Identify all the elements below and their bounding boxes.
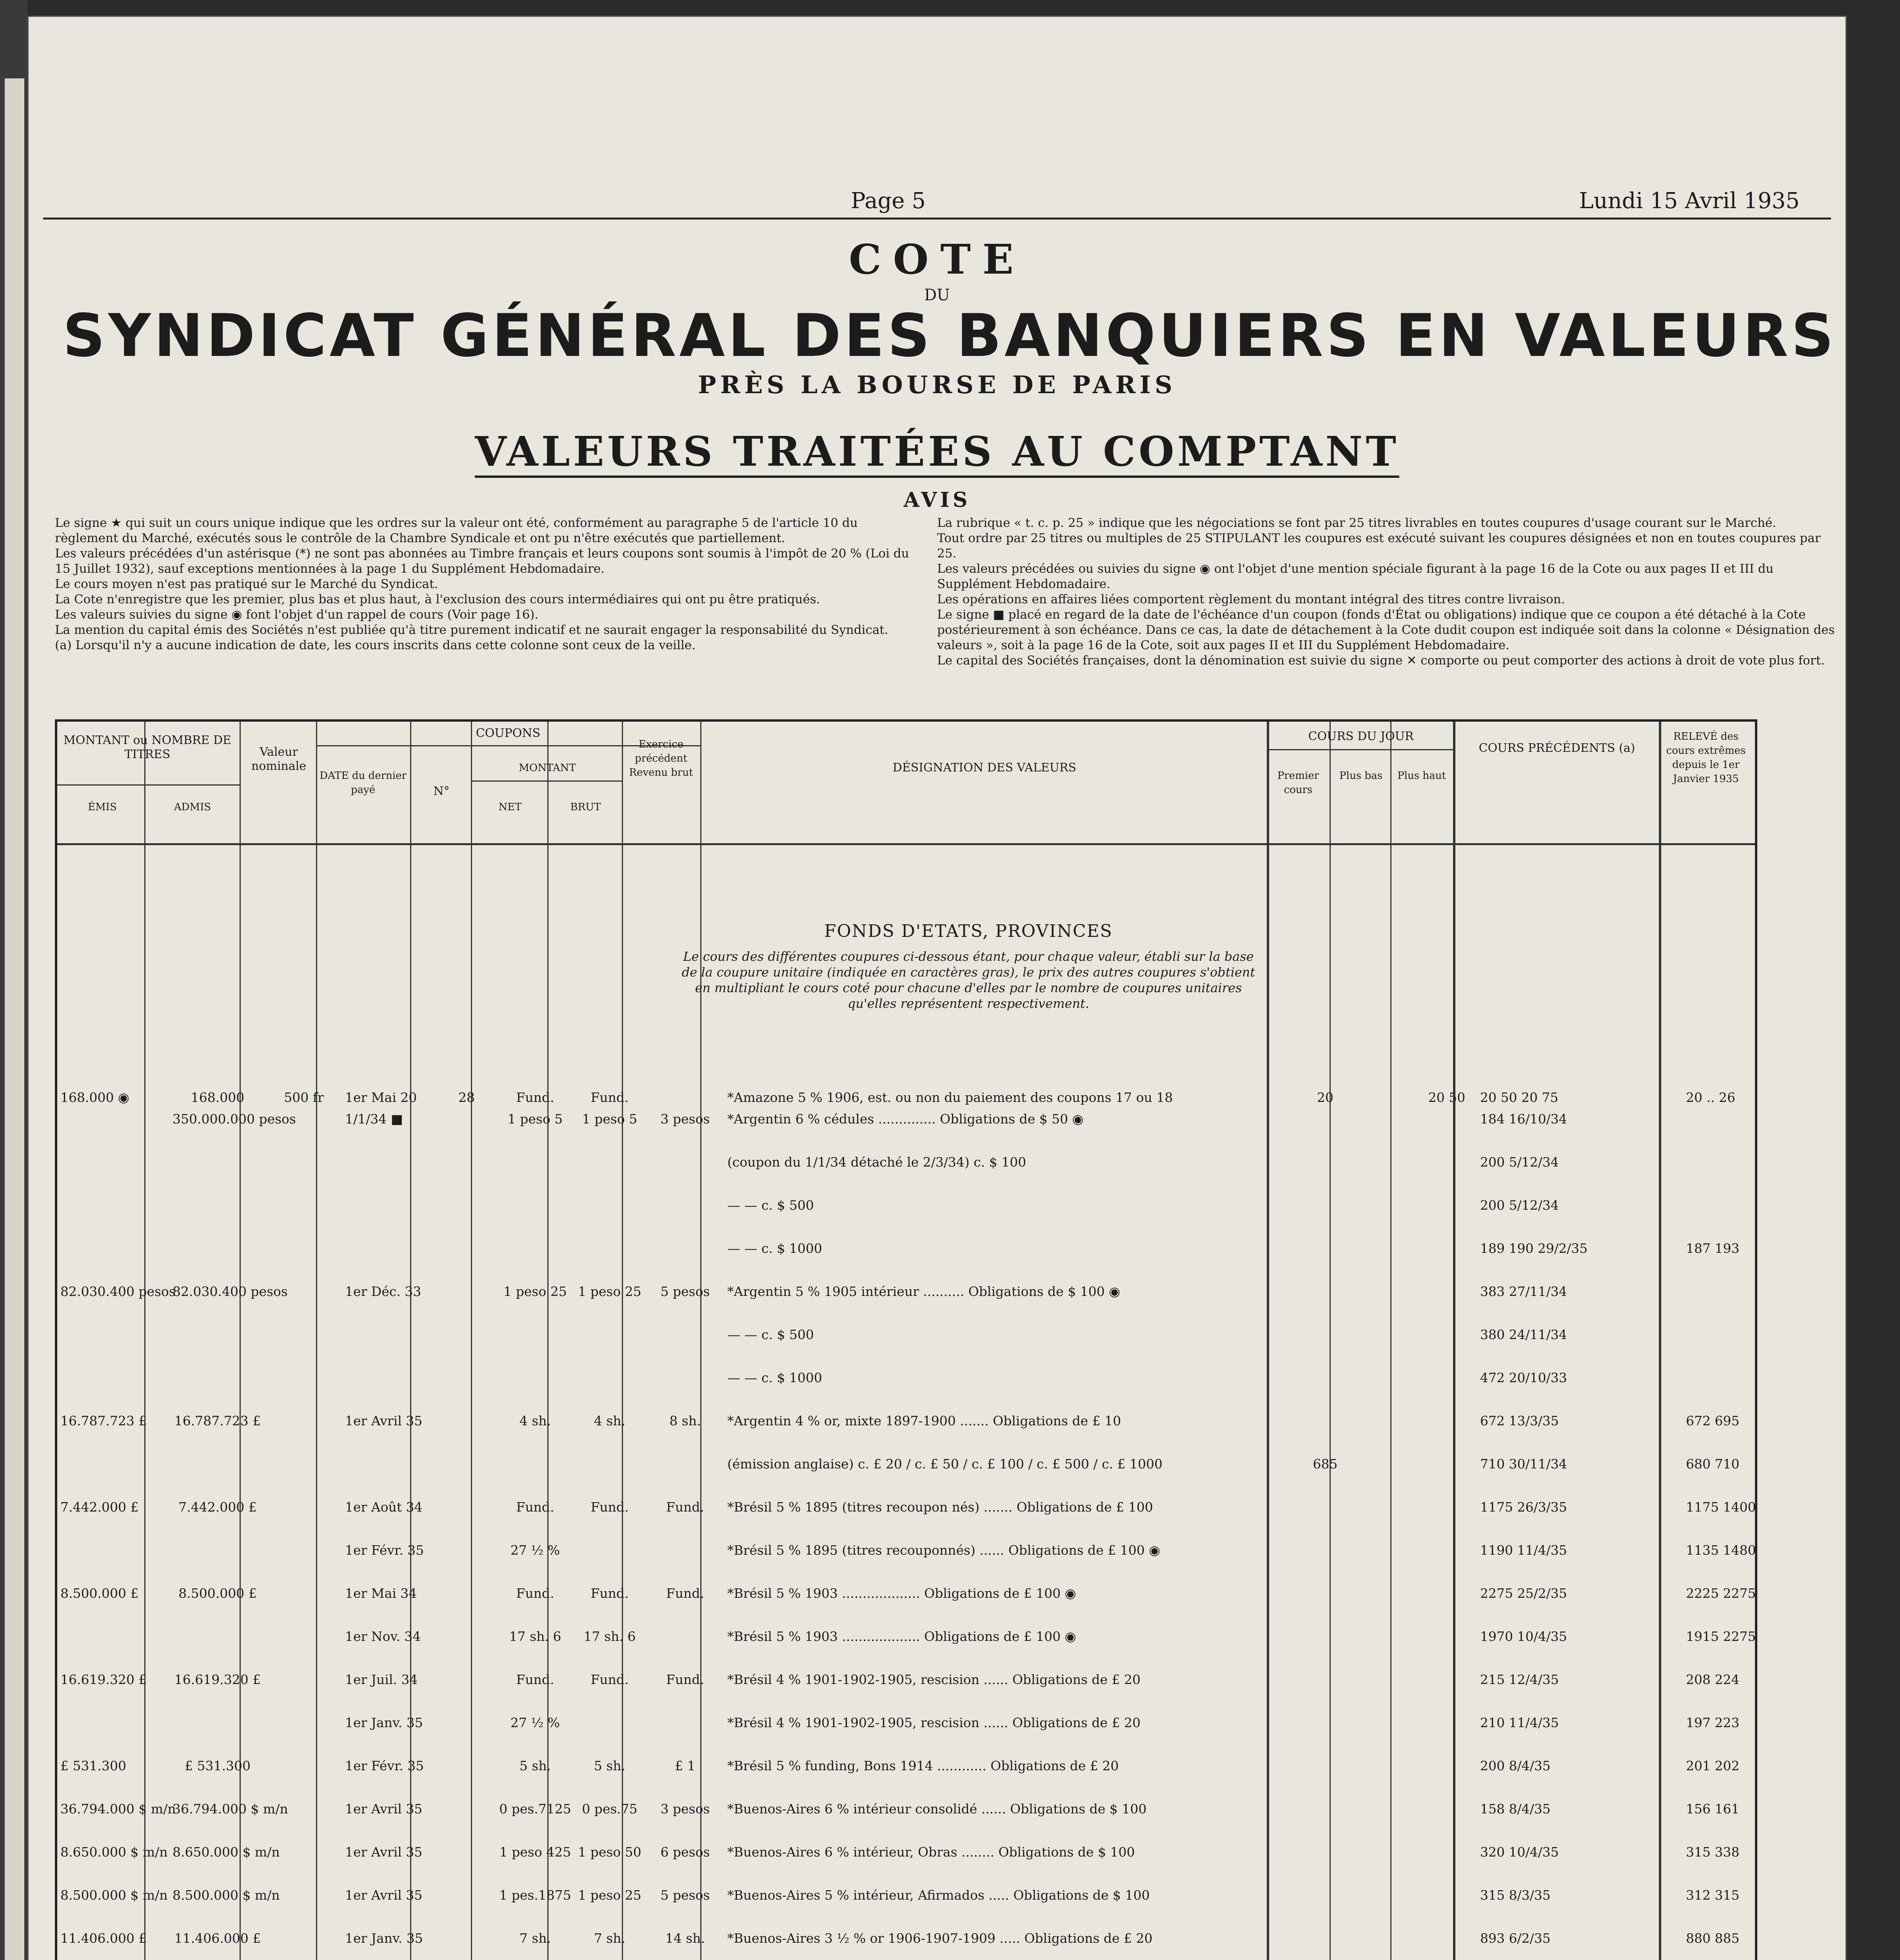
note: Les valeurs précédées ou suivies du signe ◉ ont l'objet d'une mention spéciale figurant à la page 16 de la Cote ou aux pages II et III du Supplément Hebdomadaire.: [937, 562, 1774, 591]
cell-desig: *Brésil 5 % 1895 (titres recouponnés) ...... Obligations de £ 100 ◉: [727, 1543, 1161, 1558]
col-exercice: Exercice précédent Revenu brut: [629, 739, 693, 779]
cell-desig: *Buenos-Aires 3 ½ % or 1906-1907-1909 ..... Obligations de £ 20: [727, 1931, 1153, 1946]
masthead-cote: COTE: [848, 235, 1026, 283]
cell-net: 27 ½ %: [510, 1543, 560, 1558]
cell-date: 1er Déc. 33: [345, 1284, 421, 1299]
cell-date: 1er Juil. 34: [345, 1672, 418, 1687]
cell-admis: £ 531.300: [185, 1758, 251, 1773]
cell-rev: 6 pesos: [660, 1844, 710, 1860]
cell-desig: (coupon du 1/1/34 détaché le 2/3/34) c. $ 100: [727, 1154, 1026, 1170]
cell-net: Fund.: [516, 1672, 554, 1687]
table-row: [55, 1154, 1753, 1198]
cell-desig: *Argentin 6 % cédules .............. Obligations de $ 50 ◉: [727, 1111, 1084, 1127]
cell-net: 17 sh. 6: [509, 1629, 561, 1644]
cell-admis: 36.794.000 $ m/n: [173, 1801, 288, 1817]
table-row: [55, 1111, 1753, 1154]
table-row: [55, 1672, 1753, 1715]
col-valeur: Valeur nominale: [251, 745, 306, 773]
cell-emis: 36.794.000 $ m/n: [60, 1801, 176, 1817]
table-row: [55, 1931, 1753, 1960]
cell-prec: 672 13/3/35: [1480, 1413, 1559, 1428]
cell-date: 1/1/34 ■: [345, 1111, 403, 1127]
table-row: [55, 1844, 1753, 1887]
cell-emis: 8.650.000 $ m/n: [60, 1844, 168, 1860]
cell-brut: Fund.: [590, 1499, 629, 1515]
cell-prec: 200 8/4/35: [1480, 1758, 1551, 1773]
cell-emis: 11.406.000 £: [60, 1931, 147, 1946]
cell-desig: *Argentin 4 % or, mixte 1897-1900 ....... Obligations de £ 10: [727, 1413, 1121, 1428]
cell-brut: 1 peso 5: [582, 1111, 638, 1127]
table-row: [55, 1090, 1753, 1111]
table-row: [55, 1715, 1753, 1758]
avis-heading: AVIS: [903, 488, 971, 512]
cell-haut: 20 50: [1428, 1090, 1466, 1105]
fonds-etats-title: FONDS D'ETATS, PROVINCES: [824, 921, 1113, 941]
cell-emis: 82.030.400 pesos: [60, 1284, 176, 1299]
col-coupons: COUPONS: [476, 726, 541, 740]
cell-admis: 7.442.000 £: [178, 1499, 257, 1515]
cell-releve: 187 193: [1686, 1241, 1740, 1256]
cell-date: 1er Févr. 35: [345, 1543, 424, 1558]
note: Les valeurs suivies du signe ◉ font l'objet d'un rappel de cours (Voir page 16).: [55, 608, 539, 622]
cell-brut: Fund.: [590, 1090, 629, 1105]
cell-admis: 350.000.000 pesos: [173, 1111, 296, 1127]
cell-prec: 210 11/4/35: [1480, 1715, 1559, 1730]
masthead-title: SYNDICAT GÉNÉRAL DES BANQUIERS EN VALEURS: [63, 302, 1837, 370]
note: La Cote n'enregistre que les premier, plus bas et plus haut, à l'exclusion des cours intermédiaires qui ont pu être pratiqués.: [55, 592, 820, 606]
col-premier: Premier cours: [1277, 770, 1319, 796]
cell-brut: Fund.: [590, 1672, 629, 1687]
cell-releve: 1915 2275: [1686, 1629, 1756, 1644]
cell-prec: 20 50 20 75: [1480, 1090, 1559, 1105]
cell-emis: 16.619.320 £: [60, 1672, 147, 1687]
cell-desig: *Buenos-Aires 5 % intérieur, Afirmados ..... Obligations de $ 100: [727, 1887, 1150, 1903]
cell-emis: 8.500.000 $ m/n: [60, 1887, 168, 1903]
note: La rubrique « t. c. p. 25 » indique que les négociations se font par 25 titres livrables en toutes coupures d'usage courant sur le Marché.: [937, 516, 1776, 530]
table-row: [55, 1629, 1756, 1672]
note: La mention du capital émis des Sociétés n'est publiée qu'à titre purement indicatif et ne saurait engager la responsabilité du Syndicat.: [55, 623, 888, 637]
note: (a) Lorsqu'il n'y a aucune indication de date, les cours inscrits dans cette colonne sont ceux de la veille.: [55, 638, 696, 652]
note: Les opérations en affaires liées comportent règlement du montant intégral des titres contre livraison.: [937, 592, 1565, 606]
cell-prec: 380 24/11/34: [1480, 1327, 1567, 1342]
cell-releve: 672 695: [1686, 1413, 1740, 1428]
cell-nom: 500 fr: [284, 1090, 324, 1105]
cell-desig: *Brésil 4 % 1901-1902-1905, rescision ...... Obligations de £ 20: [727, 1672, 1141, 1687]
table-row: [55, 1370, 1753, 1413]
cell-prec: 200 5/12/34: [1480, 1198, 1559, 1213]
cell-releve: 1135 1480: [1686, 1543, 1756, 1558]
col-precedents: COURS PRÉCÉDENTS (a): [1479, 741, 1635, 755]
cell-admis: 16.787.723 £: [174, 1413, 261, 1428]
notes-left: [55, 515, 910, 653]
table-row: [55, 1586, 1756, 1629]
cell-prec: 215 12/4/35: [1480, 1672, 1559, 1687]
cell-desig: *Argentin 5 % 1905 intérieur .......... Obligations de $ 100 ◉: [727, 1284, 1121, 1299]
cell-net: 7 sh.: [519, 1931, 551, 1946]
cell-net: Fund.: [516, 1090, 554, 1105]
cell-desig: *Amazone 5 % 1906, est. ou non du paiement des coupons 17 ou 18: [727, 1090, 1173, 1105]
cell-prec: 184 16/10/34: [1480, 1111, 1567, 1127]
cell-net: Fund.: [516, 1499, 554, 1515]
col-cours-jour: COURS DU JOUR: [1308, 730, 1414, 743]
cell-prec: 1970 10/4/35: [1480, 1629, 1567, 1644]
cell-desig: — — c. $ 500: [727, 1327, 814, 1342]
cell-prec: 315 8/3/35: [1480, 1887, 1551, 1903]
cell-releve: 315 338: [1686, 1844, 1740, 1860]
cell-admis: 8.650.000 $ m/n: [173, 1844, 280, 1860]
cell-desig: (émission anglaise) c. £ 20 / c. £ 50 / c. £ 100 / c. £ 500 / c. £ 1000: [727, 1456, 1163, 1472]
cell-desig: *Brésil 5 % 1903 ................... Obligations de £ 100 ◉: [727, 1586, 1076, 1601]
cell-rev: 5 pesos: [660, 1887, 710, 1903]
cell-rev: £ 1: [675, 1758, 696, 1773]
cell-date: 1er Nov. 34: [345, 1629, 421, 1644]
cell-releve: 156 161: [1686, 1801, 1740, 1817]
cell-date: 1er Mai 20: [345, 1090, 417, 1105]
page-number: Page 5: [851, 188, 926, 214]
cell-rev: 3 pesos: [660, 1111, 710, 1127]
cell-desig: *Brésil 5 % 1895 (titres recoupon nés) ....... Obligations de £ 100: [727, 1499, 1153, 1515]
cell-prec: 158 8/4/35: [1480, 1801, 1551, 1817]
cell-premier: 685: [1313, 1456, 1338, 1472]
cell-date: 1er Mai 34: [345, 1586, 417, 1601]
cell-emis: 7.442.000 £: [60, 1499, 139, 1515]
note: Le cours moyen n'est pas pratiqué sur le Marché du Syndicat.: [55, 577, 438, 591]
cell-releve: 1175 1400: [1686, 1499, 1756, 1515]
cell-prec: 2275 25/2/35: [1480, 1586, 1567, 1601]
note: Le capital des Sociétés françaises, dont la dénomination est suivie du signe ✕ comporte ou peut comporter des actions à droit de vote plus fort.: [937, 653, 1825, 668]
cell-date: 1er Févr. 35: [345, 1758, 424, 1773]
cell-net: 5 sh.: [519, 1758, 551, 1773]
cell-date: 1er Avril 35: [345, 1801, 423, 1817]
cell-emis: 168.000 ◉: [60, 1090, 129, 1105]
cell-desig: *Buenos-Aires 6 % intérieur, Obras ........ Obligations de $ 100: [727, 1844, 1135, 1860]
note: Tout ordre par 25 titres ou multiples de 25 STIPULANT les coupures est exécuté suivant les coupures désignées et non en toutes coupures par 25.: [937, 531, 1821, 561]
cell-prec: 320 10/4/35: [1480, 1844, 1559, 1860]
cell-date: 1er Avril 35: [345, 1413, 423, 1428]
note: Le signe ■ placé en regard de la date de l'échéance d'un coupon (fonds d'État ou obligations) indique que ce coupon a été détaché à la Cote postérieurement à son échéance. Dans ce cas, la date de détachement à la Cote dudit coupon est indiquée soit dans la colonne « Désignation des valeurs », soit à la page 16 de la Cote, soit aux pages II et III du Supplément Hebdomadaire.: [937, 608, 1835, 652]
cell-desig: *Buenos-Aires 6 % intérieur consolidé ...... Obligations de $ 100: [727, 1801, 1147, 1817]
cell-brut: 0 pes.75: [582, 1801, 638, 1817]
note: Les valeurs précédées d'un astérisque (*) ne sont pas abonnées au Timbre français et leurs coupons sont soumis à l'impôt de 20 % (Loi du 15 Juillet 1932), sauf exceptions mentionnées à la page 1 du Supplément Hebdomadaire.: [55, 546, 909, 576]
header-rule: [43, 218, 1831, 220]
cell-date: 1er Août 34: [345, 1499, 423, 1515]
cell-prec: 1175 26/3/35: [1480, 1499, 1567, 1515]
cell-releve: 201 202: [1686, 1758, 1740, 1773]
table-row: [55, 1284, 1753, 1327]
cell-rev: Fund.: [666, 1586, 705, 1601]
note: Le signe ★ qui suit un cours unique indique que les ordres sur la valeur ont été, conformément au paragraphe 5 de l'article 10 du règlement du Marché, exécutés sous le contrôle de la Chambre Syndicale et ont pu n'être exécutés que partiellement.: [55, 516, 858, 545]
cell-releve: 20 .. 26: [1686, 1090, 1735, 1105]
cell-date: 1er Janv. 35: [345, 1931, 423, 1946]
cell-brut: 5 sh.: [594, 1758, 626, 1773]
cell-prec: 383 27/11/34: [1480, 1284, 1567, 1299]
cell-rev: Fund.: [666, 1672, 705, 1687]
cell-net: 1 peso 5: [507, 1111, 563, 1127]
cell-brut: 1 peso 25: [578, 1887, 641, 1903]
cell-rev: 5 pesos: [660, 1284, 710, 1299]
cell-desig: *Brésil 5 % funding, Bons 1914 ............ Obligations de £ 20: [727, 1758, 1119, 1773]
col-bas: Plus bas: [1339, 770, 1382, 782]
col-montant-coupon: MONTANT: [519, 762, 576, 774]
cell-rev: 14 sh.: [665, 1931, 705, 1946]
cell-admis: 82.030.400 pesos: [173, 1284, 288, 1299]
cell-date: 1er Avril 35: [345, 1844, 423, 1860]
cell-prec: 200 5/12/34: [1480, 1154, 1559, 1170]
cell-desig: — — c. $ 500: [727, 1198, 814, 1213]
table-row: [55, 1456, 1753, 1499]
cell-desig: *Brésil 5 % 1903 ................... Obligations de £ 100 ◉: [727, 1629, 1076, 1644]
cell-admis: 11.406.000 £: [174, 1931, 261, 1946]
cell-releve: 880 885: [1686, 1931, 1740, 1946]
cell-releve: 312 315: [1686, 1887, 1740, 1903]
cell-desig: — — c. $ 1000: [727, 1241, 822, 1256]
col-admis: ADMIS: [174, 801, 211, 813]
page-date: Lundi 15 Avril 1935: [1579, 188, 1800, 214]
cell-brut: 1 peso 25: [578, 1284, 641, 1299]
cell-net: Fund.: [516, 1586, 554, 1601]
cell-net: 4 sh.: [519, 1413, 551, 1428]
cell-brut: 1 peso 50: [578, 1844, 641, 1860]
table-row: [55, 1241, 1753, 1284]
cell-brut: 7 sh.: [594, 1931, 626, 1946]
section-heading: [27, 427, 1847, 475]
cell-admis: 8.500.000 £: [178, 1586, 257, 1601]
cell-releve: 680 710: [1686, 1456, 1740, 1472]
cell-emis: £ 531.300: [60, 1758, 126, 1773]
cell-prec: 893 6/2/35: [1480, 1931, 1551, 1946]
newspaper-page: [27, 16, 1847, 1960]
masthead-subtitle: PRÈS LA BOURSE DE PARIS: [698, 370, 1176, 399]
notes-right: [937, 515, 1839, 668]
cell-net: 1 peso 425: [499, 1844, 571, 1860]
col-date: DATE du dernier payé: [320, 770, 407, 796]
cell-date: 1er Janv. 35: [345, 1715, 423, 1730]
col-haut: Plus haut: [1397, 770, 1446, 782]
table-row: [55, 1413, 1753, 1456]
cell-desig: — — c. $ 1000: [727, 1370, 822, 1385]
binding-edge: [0, 0, 27, 1960]
cell-admis: 16.619.320 £: [174, 1672, 261, 1687]
table-row: [55, 1887, 1753, 1931]
col-no: N°: [433, 784, 450, 798]
col-brut: BRUT: [570, 801, 601, 813]
masthead-du: DU: [924, 286, 950, 304]
cell-date: 1er Avril 35: [345, 1887, 423, 1903]
cell-brut: 17 sh. 6: [583, 1629, 636, 1644]
cell-rev: 3 pesos: [660, 1801, 710, 1817]
cell-net: 1 peso 25: [503, 1284, 567, 1299]
table-row: [55, 1327, 1753, 1370]
cell-net: 27 ½ %: [510, 1715, 560, 1730]
col-net: NET: [498, 801, 522, 813]
cell-premier: 20: [1317, 1090, 1333, 1105]
col-designation: DÉSIGNATION DES VALEURS: [892, 761, 1077, 775]
cell-emis: 16.787.723 £: [60, 1413, 147, 1428]
cell-net: 0 pes.7125: [499, 1801, 571, 1817]
cell-releve: 197 223: [1686, 1715, 1740, 1730]
table-row: [55, 1499, 1756, 1543]
cell-brut: Fund.: [590, 1586, 629, 1601]
cell-admis: 168.000: [191, 1090, 245, 1105]
table-row: [55, 1801, 1753, 1844]
col-releve: RELEVÉ des cours extrêmes depuis le 1er Janvier 1935: [1666, 731, 1746, 785]
cell-prec: 472 20/10/33: [1480, 1370, 1567, 1385]
cell-prec: 1190 11/4/35: [1480, 1543, 1567, 1558]
cell-admis: 8.500.000 $ m/n: [173, 1887, 280, 1903]
table-row: [55, 1198, 1753, 1241]
col-emis: ÉMIS: [88, 801, 117, 813]
quotation-rows: [55, 1090, 1756, 1960]
cell-brut: 4 sh.: [594, 1413, 626, 1428]
cell-releve: 208 224: [1686, 1672, 1740, 1687]
cell-prec: 710 30/11/34: [1480, 1456, 1567, 1472]
cell-rev: Fund.: [666, 1499, 705, 1515]
fonds-etats-note: Le cours des différentes coupures ci-dessous étant, pour chaque valeur, établi sur la base de la coupure unitaire (indiquée en caractères gras), le prix des autres coupures s'obtient en multipliant le cours coté pour chacune d'elles par le nombre de coupures unitaires qu'elles représentent respectivement.: [681, 949, 1255, 1011]
cell-net: 1 pes.1875: [499, 1887, 571, 1903]
table-row: [55, 1758, 1753, 1801]
cell-rev: 8 sh.: [669, 1413, 701, 1428]
cell-prec: 189 190 29/2/35: [1480, 1241, 1588, 1256]
cell-no: 28: [458, 1090, 475, 1105]
cell-emis: 8.500.000 £: [60, 1586, 139, 1601]
section-heading-text: VALEURS TRAITÉES AU COMPTANT: [475, 427, 1399, 478]
cell-releve: 2225 2275: [1686, 1586, 1756, 1601]
col-montant: MONTANT ou NOMBRE DE TITRES: [64, 733, 231, 761]
cell-desig: *Brésil 4 % 1901-1902-1905, rescision ...... Obligations de £ 20: [727, 1715, 1141, 1730]
table-row: [55, 1543, 1756, 1586]
